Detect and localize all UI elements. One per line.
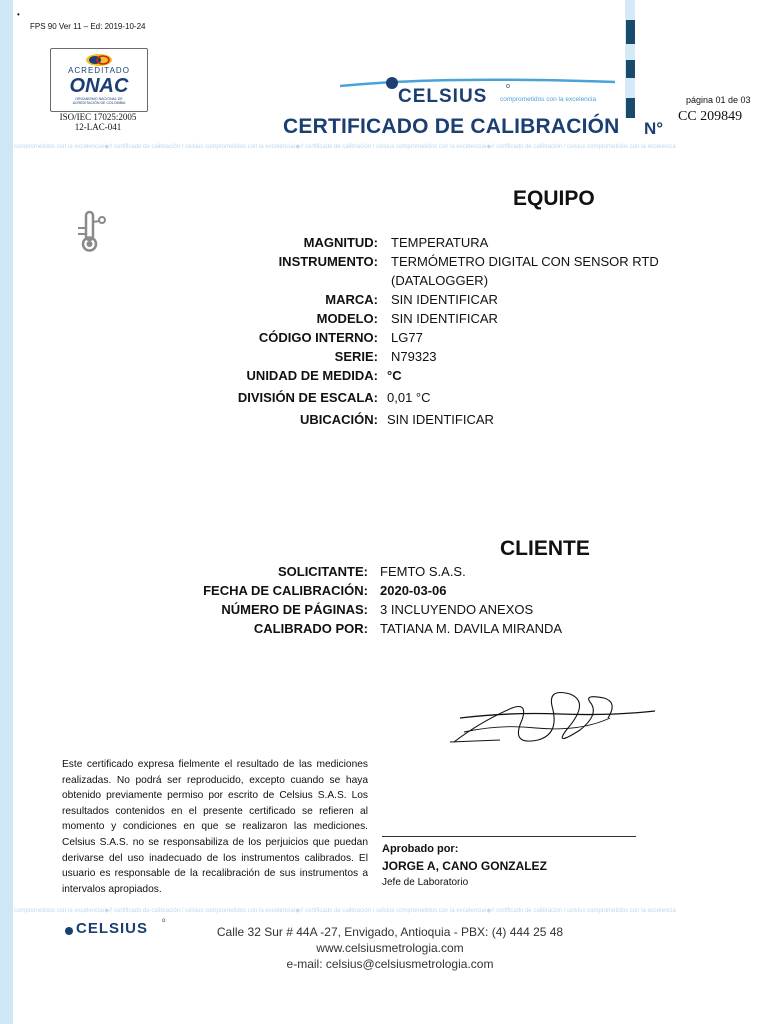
field-label: NÚMERO DE PÁGINAS: [221,602,368,617]
logo-dot-icon [64,926,74,936]
left-decorative-bar [0,0,13,1024]
signature-line [382,836,636,837]
onac-name: ONAC [69,75,129,97]
footer-website[interactable]: www.celsiusmetrologia.com [316,941,464,955]
bullet-dot: • [17,10,20,19]
field-value: SIN IDENTIFICAR [391,292,498,307]
field-value: TATIANA M. DAVILA MIRANDA [380,621,563,636]
field-label: CÓDIGO INTERNO: [258,330,378,345]
footer-address: Calle 32 Sur # 44A -27, Envigado, Antioquia - PBX: (4) 444 25 48 [216,925,564,939]
field-label: CALIBRADO POR: [253,621,368,636]
signature [440,684,660,756]
accredited-text: ACREDITADO [68,66,130,75]
field-label: SERIE: [334,349,378,364]
field-value: °C [387,368,402,383]
celsius-logo [340,72,620,108]
field-value: LG77 [391,330,423,345]
field-value: TEMPERATURA [391,235,489,250]
degree-mark: o [162,918,166,924]
field-label: INSTRUMENTO: [278,254,378,269]
accreditation-code: 12-LAC-041 [74,122,122,132]
onac-subtext: ORGANISMO NACIONAL DE ACREDITACIÓN DE COLOMBIA [72,97,126,105]
field-label: UBICACIÓN: [300,412,378,427]
iso-standard: ISO/IEC 17025:2005 [59,112,137,122]
field-value: FEMTO S.A.S. [380,564,466,579]
header-bar-segment [626,20,635,44]
field-label: MAGNITUD: [303,235,378,250]
thermometer-icon [76,210,108,254]
field-label: FECHA DE CALIBRACIÓN: [203,583,368,598]
number-label: N° [644,119,664,138]
field-label: SOLICITANTE: [277,564,368,579]
page-info: página 01 de 03 [686,95,751,105]
field-label: UNIDAD DE MEDIDA: [246,368,378,383]
watermark-line: comprometidos con la excelencia/◆// certificado de calibración / celsius comprometidos con la excelencia/◆// certificado de calibración / celsius comprometidos con la excelencia/◆// certificado de calibración / celsius comprometidos con la excelencia [14,908,676,914]
form-code: FPS 90 Ver 11 – Ed: 2019-10-24 [30,22,146,31]
approver-role: Jefe de Laboratorio [382,877,469,888]
onac-logo [50,48,148,112]
header-bar-segment [626,98,635,118]
accreditation-info [44,112,152,132]
watermark-line: comprometidos con la excelencia/◆// certificado de calibración / celsius comprometidos con la excelencia/◆// certificado de calibración / celsius comprometidos con la excelencia/◆// certificado de calibración / celsius comprometidos con la excelencia [14,144,676,150]
approver-name: JORGE A, CANO GONZALEZ [382,859,547,873]
field-label: DIVISIÓN DE ESCALA: [237,390,378,405]
equipment-heading: EQUIPO [513,187,595,210]
field-label: MARCA: [325,292,378,307]
field-value: SIN IDENTIFICAR [387,412,494,427]
field-label: MODELO: [316,311,378,326]
disclaimer-text: Este certificado expresa fielmente el resultado de las mediciones realizadas. No podrá ser reproducido, excepto cuando se haya obtenido previamente permiso por escrito de Celsius S.A.S. Los resultados contenidos en el presente certificado se refieren al momento y condiciones en que se realizaron las mediciones. Celsius S.A.S. no se responsabiliza de los perjuicios que puedan derivarse del uso inadecuado de los instrumentos calibrados. El usuario es responsable de la recalibración de sus instrumentos a intervalos apropiados. [62,759,368,895]
celsius-brand: CELSIUS [398,86,488,107]
field-value: SIN IDENTIFICAR [391,311,498,326]
document-title: CERTIFICADO DE CALIBRACIÓN [283,115,620,138]
client-heading: CLIENTE [500,537,590,560]
field-value: 0,01 °C [387,390,431,405]
degree-mark: o [506,83,510,90]
certificate-number: CC 209849 [678,109,743,124]
field-value: 2020-03-06 [380,583,447,598]
approved-by-label: Aprobado por: [382,843,459,855]
header-bar-segment [626,60,635,78]
footer-email[interactable]: e-mail: celsius@celsiusmetrologia.com [286,957,494,971]
footer-contact [180,924,600,972]
field-value: 3 INCLUYENDO ANEXOS [380,602,534,617]
footer-brand: CELSIUS [76,920,149,937]
field-value-cont: (DATALOGGER) [391,273,489,288]
footer-logo [64,918,174,942]
celsius-tagline: comprometidos con la excelencia [500,96,597,103]
field-value: TERMÓMETRO DIGITAL CON SENSOR RTD [391,254,659,269]
field-value: N79323 [391,349,437,364]
